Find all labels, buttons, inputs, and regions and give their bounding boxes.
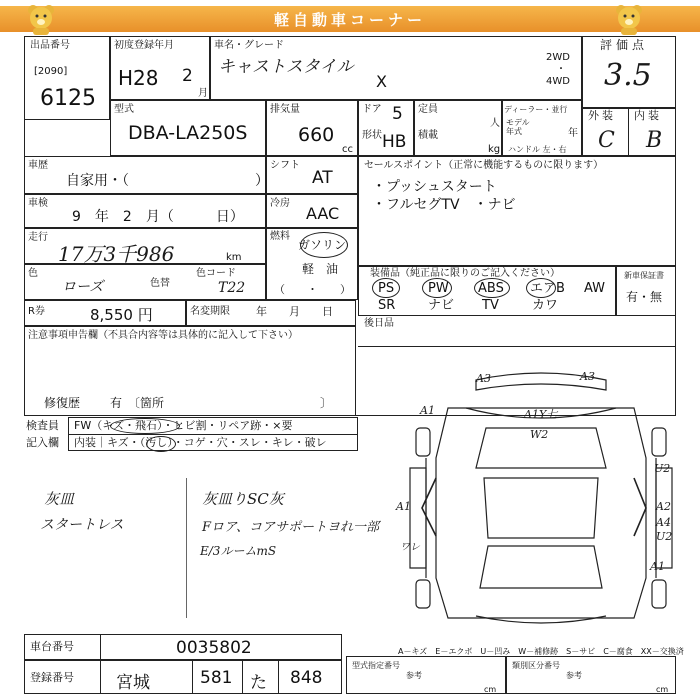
repair-value: 有 〔箇所 〕 <box>110 396 333 410</box>
warranty-label: 新車保証書 <box>624 271 664 280</box>
plate-div-2 <box>192 660 193 694</box>
scratch-chip-circle <box>110 418 180 434</box>
damage-legend: A－キズ E－エクボ U－凹み W－補修跡 S－サビ C－腐食 XX－交換済 <box>398 647 684 656</box>
shape-label: 形状 <box>362 130 382 141</box>
hand-note-2: スタートレス <box>40 517 124 533</box>
diag-mark-a2: A2 <box>656 500 671 513</box>
recycle-label: R券 <box>28 306 45 317</box>
name-change-label: 名変期限 <box>190 306 230 317</box>
doors-value: 5 <box>392 104 403 124</box>
seat-label: 後日品 <box>364 318 394 329</box>
handle-label: ハンドル 左・右 <box>508 145 567 154</box>
exterior-value: C <box>598 128 615 153</box>
displacement-label: 排気量 <box>270 104 300 115</box>
plate-kana: た <box>250 673 267 693</box>
repair-label: 修復歴 <box>44 396 81 410</box>
equip-navi: ナビ <box>428 298 455 313</box>
equip-airbag-circle <box>526 278 556 298</box>
equip-abs-circle <box>474 278 510 298</box>
first-reg-year: H28 <box>118 66 159 90</box>
fuel-label: 燃料 <box>270 231 290 242</box>
hand-note-1: 灰皿 <box>44 490 75 508</box>
color-code-value: T22 <box>218 280 246 296</box>
ac-label: 冷房 <box>270 198 290 209</box>
equip-tv: TV <box>482 298 499 313</box>
color-change-label: 色替 <box>150 278 170 289</box>
hand-note-3: 灰皿りSC灰 <box>202 490 284 508</box>
equip-sr: SR <box>378 298 396 313</box>
plate-div-3 <box>242 660 243 694</box>
bear-logo-right <box>612 2 646 36</box>
plate-number: 848 <box>290 668 323 688</box>
chassis-div <box>100 634 101 660</box>
ref-label-1: 参考 <box>406 671 422 680</box>
hand-note-4: Fロア、コアサポートヨれ一部 <box>202 520 379 535</box>
lot-number: 6125 <box>40 86 96 111</box>
after-items-line <box>358 346 676 347</box>
inspection-label: 車検 <box>28 198 48 209</box>
equip-leather: カワ <box>532 298 559 313</box>
diag-mark-a1y: A1Y七 <box>524 408 558 421</box>
lot-label: 出品番号 <box>30 40 70 51</box>
diag-mark-u2-top: U2 <box>654 462 671 475</box>
cm-unit-2: cm <box>656 685 669 694</box>
interior-value: B <box>646 128 663 153</box>
payload-unit: kg <box>488 144 501 155</box>
diag-mark-a1-left: A1 <box>396 500 411 513</box>
model-label: 型式 <box>114 104 134 115</box>
header-title: 軽自動車コーナー <box>273 11 426 29</box>
ref-label-2: 参考 <box>566 671 582 680</box>
fuel-diesel: 軽 油 <box>302 262 339 276</box>
payload-label: 積載 <box>418 130 438 141</box>
sales-point-1: ・プッシュスタート <box>372 179 497 195</box>
usage-label: 車歴 <box>28 160 48 171</box>
exterior-label: 外装 <box>588 109 616 122</box>
mileage-label: 走行 <box>28 232 48 243</box>
hand-note-5: E/3ルームmS <box>200 544 277 558</box>
car-name: キャストスタイル <box>218 57 354 77</box>
doors-label: ドア <box>362 104 382 115</box>
diag-mark-crack: ワレ <box>400 542 420 553</box>
fuel-circle <box>300 232 348 258</box>
color-code-label: 色コード <box>196 268 236 279</box>
shape-value: HB <box>382 132 407 152</box>
equip-ps: PS <box>378 281 395 296</box>
name-grade-label: 車名・グレード <box>214 40 284 51</box>
plate-region: 宮城 <box>116 673 150 693</box>
equip-abs: ABS <box>478 281 504 296</box>
inspector-mid <box>68 434 358 435</box>
notes-divider <box>186 478 187 618</box>
equip-airbag: エアB <box>530 281 565 296</box>
equip-pw-circle <box>422 278 452 298</box>
diag-mark-u2-bottom: U2 <box>656 530 673 543</box>
chassis-label: 車台番号 <box>30 640 74 653</box>
model-value: DBA-LA250S <box>128 122 248 144</box>
equip-pw: PW <box>428 281 449 296</box>
sales-points-label: セールスポイント（正常に機能するものに限ります） <box>364 160 604 171</box>
mileage-value: 17万3千986 <box>58 242 175 266</box>
notes-label: 注意事項申告欄（不具合内容等は具体的に記入して下さい） <box>28 330 298 341</box>
ext-int-divider <box>628 108 629 156</box>
km-unit: km <box>226 252 242 263</box>
cm-unit-1: cm <box>484 685 497 694</box>
plate-class: 581 <box>200 668 233 688</box>
model-year-label: モデル 年式 <box>506 118 530 136</box>
color-label: 色 <box>28 268 38 279</box>
bear-logo-left <box>24 2 58 36</box>
type-cert-label: 型式指定番号 <box>352 661 400 670</box>
equip-ps-circle <box>372 278 400 298</box>
drive-dot: ・ <box>556 64 566 75</box>
inspector-label-2: 記入欄 <box>26 436 59 449</box>
diag-mark-a1-tl: A1 <box>420 404 435 417</box>
diag-mark-w2: W2 <box>530 428 549 441</box>
equipment-label: 装備品（純正品に限りのご記入ください） <box>370 268 560 279</box>
stain-circle <box>146 436 176 452</box>
diag-mark-a1-bottom: A1 <box>650 560 665 573</box>
name-change-value: 年 月 日 <box>256 305 333 318</box>
inspector-row-2: 内装｜キズ・（汚し）・コゲ・穴・スレ・キレ・破レ <box>74 436 327 449</box>
capacity-unit: 人 <box>490 118 500 129</box>
displacement-value: 660 <box>298 124 335 146</box>
inspector-row-1: FW（キズ・飛石）・ヒビ割・リペア跡・×要 <box>74 419 293 432</box>
first-reg-label: 初度登録年月 <box>114 40 174 51</box>
recycle-value: 8,550 円 <box>90 306 153 324</box>
plate-div-4 <box>278 660 279 694</box>
plate-div-1 <box>100 660 101 694</box>
car-grade: X <box>376 72 387 91</box>
month-unit: 月 <box>198 88 208 99</box>
equip-aw: AW <box>584 281 606 296</box>
interior-label: 内装 <box>634 109 662 122</box>
cc-unit: cc <box>342 144 353 155</box>
warranty-value: 有・無 <box>626 290 663 304</box>
score-label: 評価点 <box>600 38 649 52</box>
dealer-label: ディーラー・並行 <box>504 105 568 114</box>
plate-label: 登録番号 <box>30 671 74 684</box>
diag-mark-a3-left: A3 <box>476 372 491 385</box>
diag-mark-a3-right: A3 <box>580 370 595 383</box>
shift-label: シフト <box>270 160 300 171</box>
sales-point-2: ・フルセグTV ・ナビ <box>372 197 516 213</box>
diag-mark-a4: A4 <box>656 516 671 529</box>
inspection-value: 9 年 2 月（ 日） <box>72 209 244 225</box>
drive-2wd: 2WD <box>546 52 570 63</box>
lot-sub: [2090] <box>34 66 68 77</box>
color-value: ローズ <box>62 279 104 295</box>
capacity-label: 定員 <box>418 104 438 115</box>
fuel-other: （ ・ ） <box>274 283 351 296</box>
shift-value: AT <box>312 168 333 188</box>
class-label: 類別区分番号 <box>512 661 560 670</box>
fuel-gasoline: ガソリン <box>298 238 347 252</box>
usage-value: 自家用・（ ） <box>66 173 269 189</box>
year-unit: 年 <box>568 128 578 139</box>
score-value: 3.5 <box>604 58 652 93</box>
first-reg-month: 2 <box>182 66 193 86</box>
inspector-label-1: 検査員 <box>26 419 59 432</box>
chassis-value: 0035802 <box>176 638 252 658</box>
ac-value: AAC <box>306 204 340 223</box>
drive-4wd: 4WD <box>546 76 570 87</box>
